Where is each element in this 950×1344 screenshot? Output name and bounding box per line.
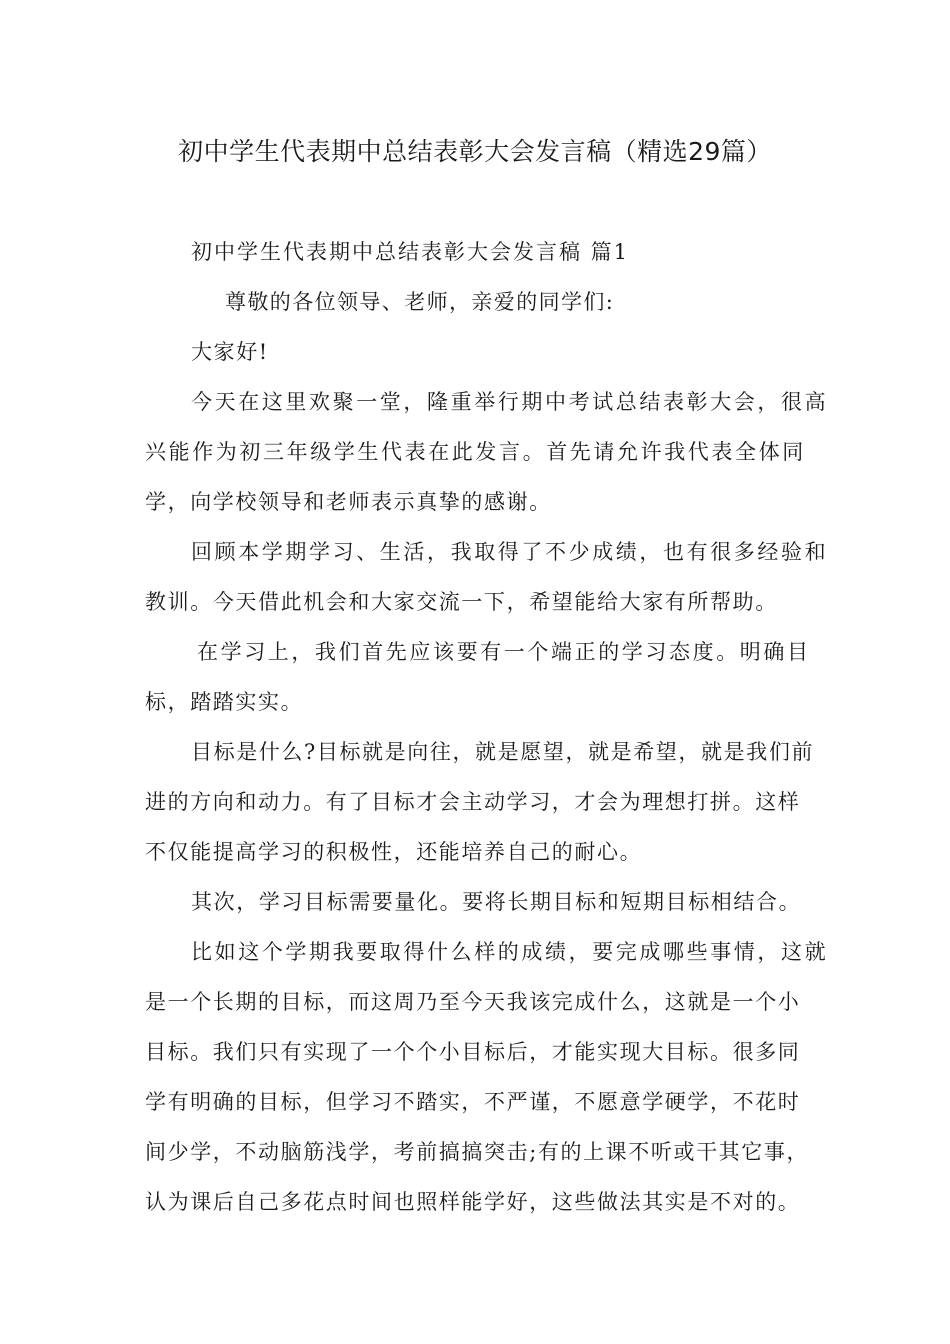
paragraph-line: 今天在这里欢聚一堂，隆重举行期中考试总结表彰大会，很高 — [191, 390, 829, 414]
paragraph-line: 不仅能提高学习的积极性，还能培养自己的耐心。 — [145, 840, 643, 864]
section-heading: 初中学生代表期中总结表彰大会发言稿 篇1 — [191, 240, 630, 264]
paragraph — [145, 936, 829, 1236]
paragraph-line: 进的方向和动力。有了目标才会主动学习，才会为理想打拼。这样 — [145, 790, 801, 814]
greeting: 大家好! — [191, 340, 269, 364]
salutation: 尊敬的各位领导、老师，亲爱的同学们: — [225, 290, 615, 314]
paragraph — [145, 386, 829, 536]
paragraph-line: 目标。我们只有实现了一个个小目标后，才能实现大目标。很多同 — [145, 1040, 801, 1064]
paragraph-line: 其次，学习目标需要量化。要将长期目标和短期目标相结合。 — [191, 890, 802, 914]
paragraph-line: 兴能作为初三年级学生代表在此发言。首先请允许我代表全体同 — [145, 440, 806, 464]
paragraph-line: 认为课后自己多花点时间也照样能学好，这些做法其实是不对的。 — [145, 1190, 801, 1214]
paragraph-line: 回顾本学期学习、生活，我取得了不少成绩，也有很多经验和 — [191, 540, 829, 564]
paragraph — [145, 636, 810, 736]
paragraph-line: 目标是什么?目标就是向往，就是愿望，就是希望，就是我们前 — [191, 740, 815, 764]
paragraph-line: 比如这个学期我要取得什么样的成绩，要完成哪些事情，这就 — [191, 940, 829, 964]
paragraph-line: 在学习上，我们首先应该要有一个端正的学习态度。明确目 — [197, 640, 811, 664]
paragraph-line: 学，向学校领导和老师表示真挚的感谢。 — [145, 490, 552, 514]
paragraph-line: 学有明确的目标，但学习不踏实，不严谨，不愿意学硬学，不花时 — [145, 1090, 801, 1114]
paragraph-line: 标，踏踏实实。 — [145, 690, 304, 714]
document-body — [145, 236, 829, 1236]
paragraph-line: 教训。今天借此机会和大家交流一下，希望能给大家有所帮助。 — [145, 590, 778, 614]
paragraph — [145, 736, 815, 886]
paragraph-line: 是一个长期的目标，而这周乃至今天我该完成什么，这就是一个小 — [145, 990, 801, 1014]
paragraph — [145, 886, 810, 936]
paragraph — [145, 536, 829, 636]
document-title: 初中学生代表期中总结表彰大会发言稿（精选29篇） — [178, 137, 772, 166]
paragraph-line: 间少学，不动脑筋浅学，考前搞搞突击;有的上课不听或干其它事， — [145, 1140, 810, 1164]
